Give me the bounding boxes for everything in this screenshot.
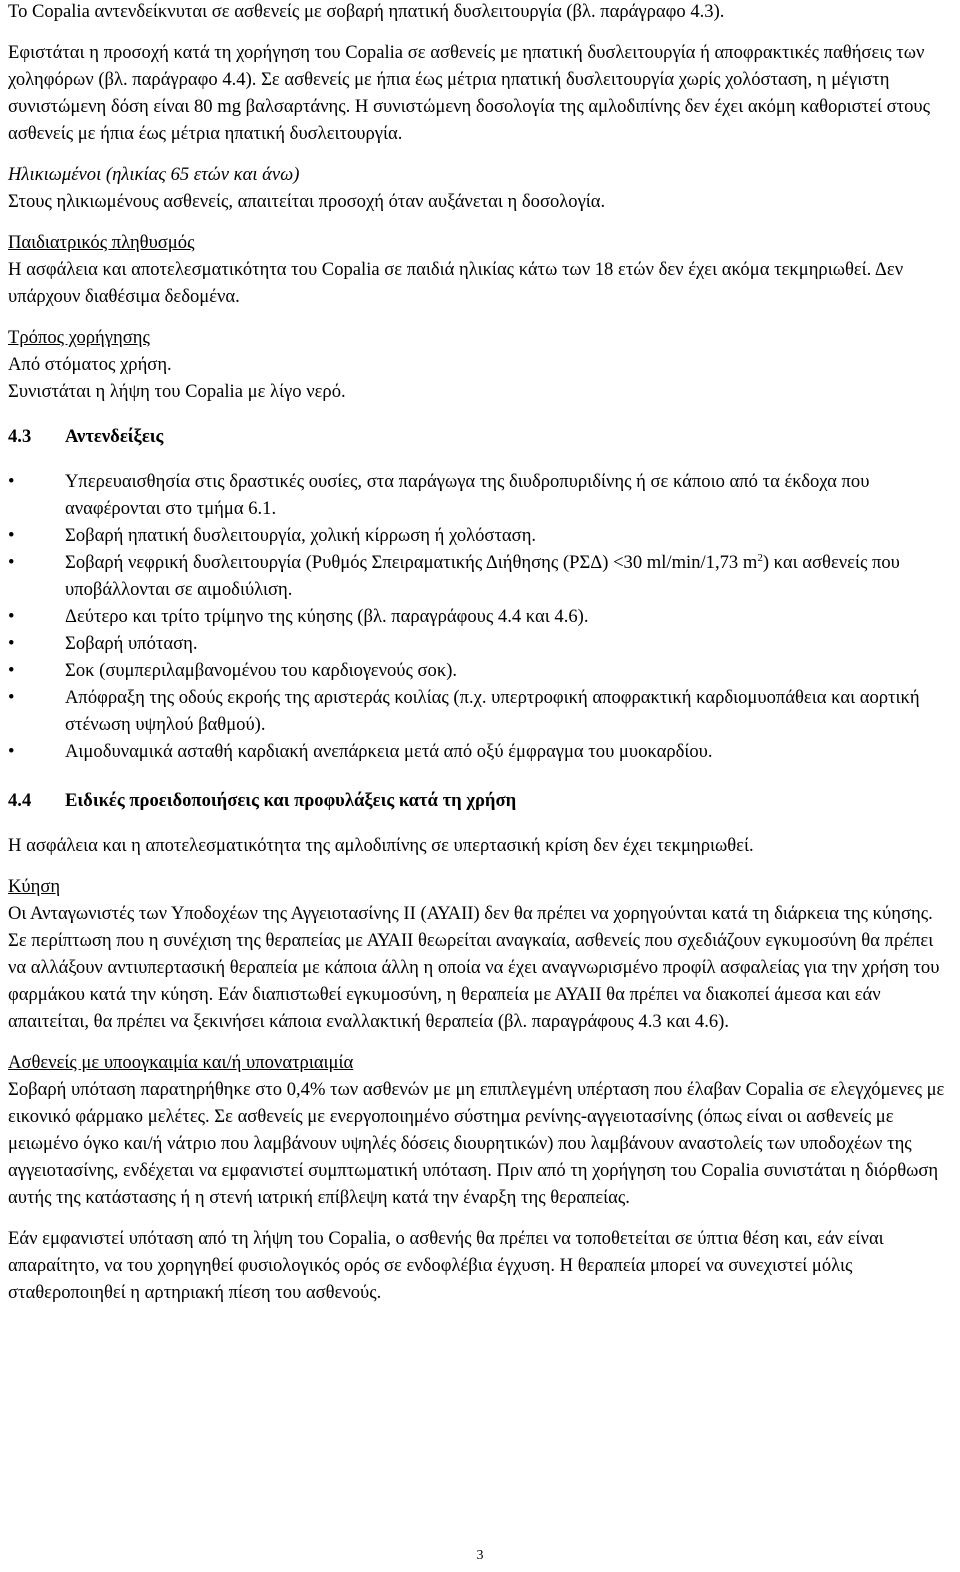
heading-administration: Τρόπος χορήγησης xyxy=(8,327,150,348)
heading-elderly: Ηλικιωμένοι (ηλικίας 65 ετών και άνω) xyxy=(8,164,300,185)
list-item: • Απόφραξη της οδούς εκροής της αριστεράς κοιλίας (π.χ. υπερτροφική αποφρακτική καρδιομυοπάθεια και αορτική στένωση υψηλού βαθμού). xyxy=(8,684,954,738)
administration-line-1: Από στόματος χρήση. xyxy=(8,354,172,375)
heading-hypovolaemia: Ασθενείς με υποογκαιμία και/ή υπονατριαιμία xyxy=(8,1052,354,1073)
bullet-icon: • xyxy=(8,741,15,762)
bullet-icon: • xyxy=(8,687,15,708)
section-title: Ειδικές προειδοποιήσεις και προφυλάξεις κατά τη χρήση xyxy=(65,790,517,811)
page-number: 3 xyxy=(476,1548,484,1563)
list-item: • Σοκ (συμπεριλαμβανομένου του καρδιογενούς σοκ). xyxy=(8,657,954,684)
paragraph-elderly: Στους ηλικιωμένους ασθενείς, απαιτείται προσοχή όταν αυξάνεται η δοσολογία. xyxy=(8,191,606,212)
list-item: • Σοβαρή υπόταση. xyxy=(8,630,954,657)
paragraph-hypotension-management: Εάν εμφανιστεί υπόταση από τη λήψη του Copalia, ο ασθενής θα πρέπει να τοποθετείται σε ύπτια θέση και, εάν είναι απαραίτητο, να του χορηγηθεί φυσιολογικός ορός σε ενδοφλέβια έγχυση. Η θεραπεία μπορεί να συνεχιστεί μόλις σταθεροποιηθεί η αρτηριακή πίεση του ασθενούς. xyxy=(8,1228,884,1303)
bullet-icon: • xyxy=(8,552,15,573)
list-item: • Σοβαρή νεφρική δυσλειτουργία (Ρυθμός Σπειραματικής Διήθησης (ΡΣΔ) <30 ml/min/1,73 $m^2$) και ασθενείς που υποβάλλονται σε αιμοδιύλιση. xyxy=(8,549,954,603)
bullet-icon: • xyxy=(8,660,15,681)
bullet-icon: • xyxy=(8,525,15,546)
contraindications-list xyxy=(8,468,954,765)
bullet-icon: • xyxy=(8,606,15,627)
paragraph-4-4-intro: Η ασφάλεια και η αποτελεσματικότητα της αμλοδιπίνης σε υπερτασική κρίση δεν έχει τεκμηριωθεί. xyxy=(8,835,754,856)
heading-pregnancy: Κύηση xyxy=(8,876,61,897)
list-item: • Δεύτερο και τρίτο τρίμηνο της κύησης (βλ. παραγράφους 4.4 και 4.6). xyxy=(8,603,954,630)
section-title: Αντενδείξεις xyxy=(65,426,164,447)
paragraph-intro-1: Το Copalia αντενδείκνυται σε ασθενείς με σοβαρή ηπατική δυσλειτουργία (βλ. παράγραφο 4.3). xyxy=(8,1,725,22)
list-item: • Αιμοδυναμικά ασταθή καρδιακή ανεπάρκεια μετά από οξύ έμφραγμα του μυοκαρδίου. xyxy=(8,738,954,765)
administration-line-2: Συνιστάται η λήψη του Copalia με λίγο νερό. xyxy=(8,381,346,402)
heading-pediatric: Παιδιατρικός πληθυσμός xyxy=(8,232,195,253)
section-heading-4-3 xyxy=(8,423,954,450)
bullet-icon: • xyxy=(8,471,15,492)
list-item: • Υπερευαισθησία στις δραστικές ουσίες, στα παράγωγα της διυδροπυριδίνης ή σε κάποιο από τα έκδοχα που αναφέρονται στο τμήμα 6.1. xyxy=(8,468,954,522)
paragraph-pediatric: Η ασφάλεια και αποτελεσματικότητα του Copalia σε παιδιά ηλικίας κάτω των 18 ετών δεν έχει ακόμα τεκμηριωθεί. Δεν υπάρχουν διαθέσιμα δεδομένα. xyxy=(8,259,904,307)
section-heading-4-4 xyxy=(8,787,954,814)
paragraph-hypovolaemia: Σοβαρή υπόταση παρατηρήθηκε στο 0,4% των ασθενών με μη επιπλεγμένη υπέρταση που έλαβαν Copalia σε ελεγχόμενες με εικονικό φάρμακο μελέτες. Σε ασθενείς με ενεργοποιημένο σύστημα ρενίνης-αγγειοτασίνης (όπως είναι οι ασθενείς με μειωμένο όγκο και/ή νάτριο που λαμβάνουν υψηλές δόσεις διουρητικών) που λαμβάνουν αναστολείς των υποδοχέων της αγγειοτασίνης, ενδέχεται να εμφανιστεί συμπτωματική υπόταση. Πριν από τη χορήγηση του Copalia συνιστάται η διόρθωση αυτής της κατάστασης ή η στενή ιατρική επίβλεψη κατά την έναρξη της θεραπείας. xyxy=(8,1079,945,1208)
document-page xyxy=(8,0,954,1306)
paragraph-pregnancy: Οι Ανταγωνιστές των Υποδοχέων της Αγγειοτασίνης ΙΙ (ΑΥΑΙΙ) δεν θα πρέπει να χορηγούνται κατά τη διάρκεια της κύησης. Σε περίπτωση που η συνέχιση της θεραπείας με ΑΥΑΙΙ θεωρείται αναγκαία, ασθενείς που σχεδιάζουν εγκυμοσύνη θα πρέπει να αλλάξουν αντιυπερτασική θεραπεία με κάποια άλλη η οποία να έχει αναγνωρισμένο προφίλ ασφαλείας για την χρήση του φαρμάκου κατά την κύηση. Εάν διαπιστωθεί εγκυμοσύνη, η θεραπεία με ΑΥΑΙΙ θα πρέπει να διακοπεί άμεσα και εάν απαιτείται, θα πρέπει να ξεκινήσει κάποια εναλλακτική θεραπεία (βλ. παραγράφους 4.3 και 4.6). xyxy=(8,903,940,1032)
paragraph-intro-2: Εφιστάται η προσοχή κατά τη χορήγηση του Copalia σε ασθενείς με ηπατική δυσλειτουργία ή αποφρακτικές παθήσεις των χοληφόρων (βλ. παράγραφο 4.4). Σε ασθενείς με ήπια έως μέτρια ηπατική δυσλειτουργία χωρίς χολόσταση, η μέγιστη συνιστώμενη δόση είναι 80 mg βαλσαρτάνης. Η συνιστώμενη δοσολογία της αμλοδιπίνης δεν έχει ακόμη καθοριστεί στους ασθενείς με ήπια έως μέτρια ηπατική δυσλειτουργία. xyxy=(8,42,930,144)
section-number: 4.3 xyxy=(8,426,32,447)
list-item: • Σοβαρή ηπατική δυσλειτουργία, χολική κίρρωση ή χολόσταση. xyxy=(8,522,954,549)
bullet-icon: • xyxy=(8,633,15,654)
section-number: 4.4 xyxy=(8,790,32,811)
